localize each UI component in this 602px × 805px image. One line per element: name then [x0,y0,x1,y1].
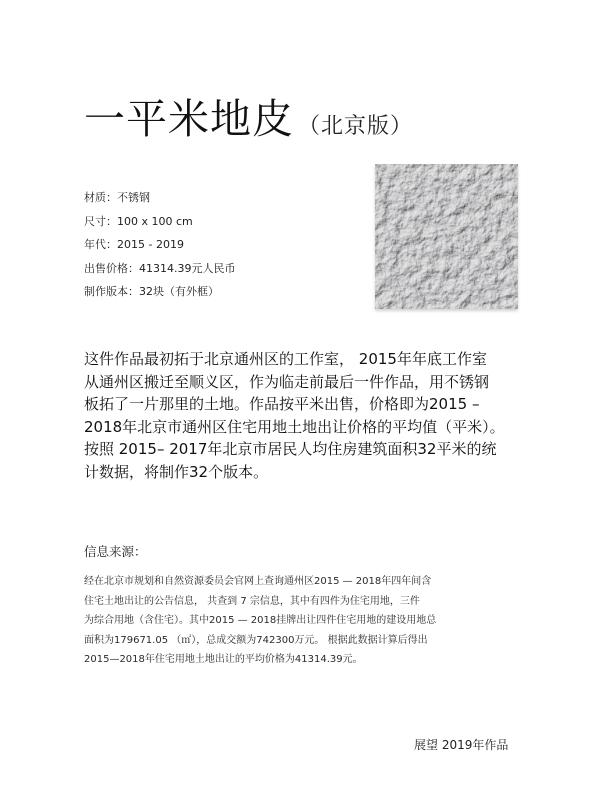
source-line: 2015—2018年住宅用地土地出让的平均价格为41314.39元。 [84,654,363,665]
description-line: 按照 2015– 2017年北京市居民人均住房建筑面积32平米的统 [84,440,497,458]
spec-size: 尺寸：100 x 100 cm [84,214,193,228]
artwork-image [375,164,518,309]
spec-edition: 制作版本：32块（有外框） [84,285,219,298]
spec-year: 年代：2015 - 2019 [84,238,184,251]
description-line: 这件作品最初拓于北京通州区的工作室， 2015年年底工作室 [84,350,487,368]
artist-signature: 展望 2019年作品 [414,738,509,752]
page-title [84,86,413,145]
description-line: 2018年北京市通州区住宅用地土地出让价格的平均值（平米）。 [84,417,505,436]
source-line: 住宅土地出让的公告信息， 共查到 7 宗信息，其中有四件为住宅用地，三件 [84,595,420,607]
description-line: 板拓了一片那里的土地。作品按平米出售，价格即为2015 – [84,395,480,413]
steel-plate-texture-icon [375,164,518,309]
spec-price: 出售价格：41314.39元人民币 [84,261,236,275]
description-line: 计数据，将制作32个版本。 [84,462,269,481]
artwork-description [84,348,554,483]
title-subtitle: （北京版） [298,114,414,139]
title-main: 一平米地皮 [84,95,294,143]
source-line: 为综合用地（含住宅）。其中2015 — 2018挂牌出让四件住宅用地的建设用地总 [84,615,437,626]
source-line: 面积为179671.05 （㎡），总成交额为742300万元。 根据此数据计算后得出 [84,634,428,646]
description-line: 从通州区搬迁至顺义区，作为临走前最后一件作品，用不锈钢 [84,372,490,391]
spec-material: 材质：不锈钢 [84,191,150,204]
specs-list [84,186,236,304]
source-line: 经在北京市规划和自然资源委员会官网上查询通州区2015 — 2018年四年间含 [84,576,432,587]
source-heading: 信息来源： [84,544,147,559]
source-body [84,572,554,670]
